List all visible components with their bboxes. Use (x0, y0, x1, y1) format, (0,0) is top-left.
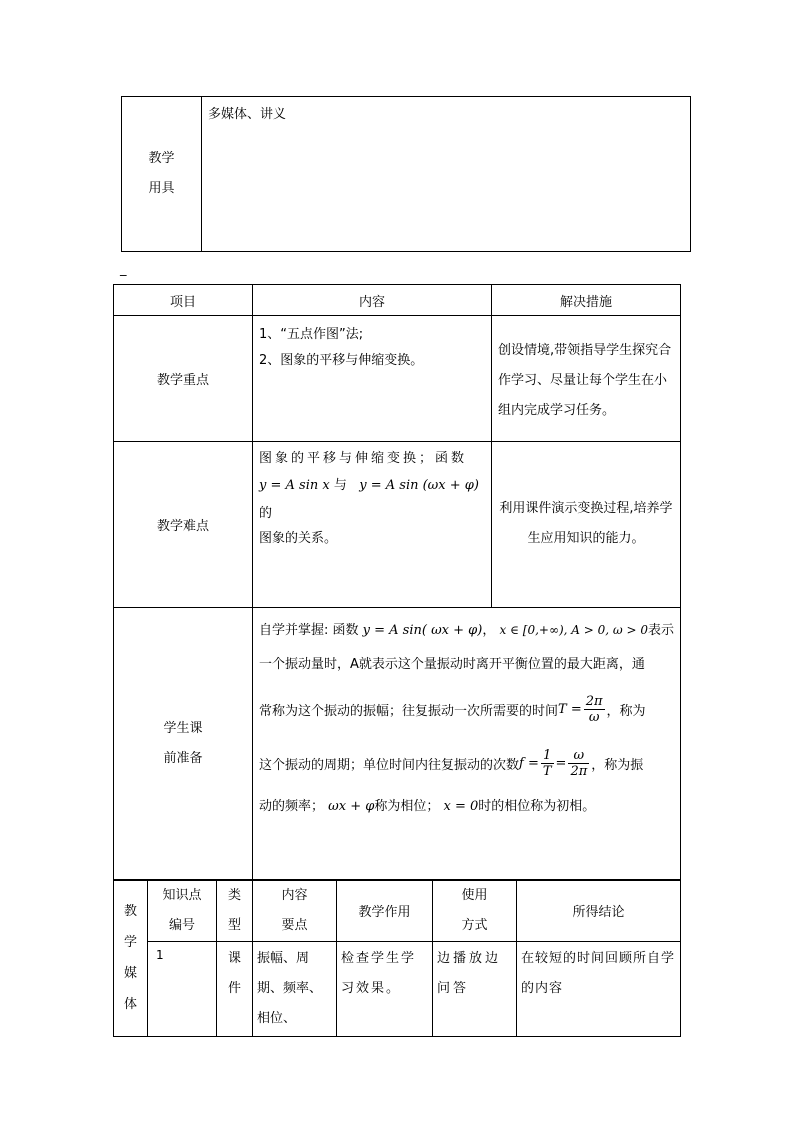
prep-formula-phase: ωx + φ (328, 799, 375, 814)
prep-formula-T: T = (558, 701, 582, 717)
prep-fraction-1-T: $\frac{1}{T}$ (542, 747, 552, 779)
preparation-label (114, 608, 253, 881)
prep-formula-1: y = A sin( ωx + φ) (362, 623, 483, 638)
media-row-role: 检查学生学习效果。 (337, 942, 433, 1037)
media-row-points: 振幅、周期、频率、相位、 (253, 942, 337, 1037)
difficulties-solution-text: 利用课件演示变换过程,培养学生应用知识的能力。 (499, 501, 673, 546)
preparation-label-line1: 学生课 (163, 721, 203, 736)
difficulties-suffix: 的 (259, 506, 273, 521)
prep-line-3: 常称为这个振动的振幅；往复振动一次所需要的时间 T = $\frac{2\pi}{\omega}$ ，称为 (259, 693, 646, 725)
prep-line-1: 自学并掌握: 函数 y = A sin( ωx + φ)， x ∈ [0,+∞), A > 0, ω > 0表示 (259, 623, 675, 638)
key-points-label: 教学重点 (114, 316, 253, 442)
tools-content: 多媒体、讲义 (208, 107, 287, 122)
difficulties-connector: 与 (333, 478, 347, 493)
difficulties-solution (492, 442, 681, 608)
media-row-method: 边播放边问答 (433, 942, 517, 1037)
difficulties-formula-line (259, 472, 485, 528)
media-header-conclusion: 所得结论 (517, 880, 681, 942)
prep-line-2: 一个振动量时，A就表示这个量振动时离开平衡位置的最大距离，通 (259, 657, 645, 672)
difficulties-line3: 图象的关系。 (259, 531, 338, 546)
table-row (114, 942, 681, 1037)
key-points-content (253, 316, 492, 442)
difficulties-intro: 图象的平移与伸缩变换；函数 (259, 451, 468, 466)
media-header-type: 类 型 (217, 880, 253, 942)
tools-table (121, 96, 691, 252)
prep-line-5: 动的频率； ωx + φ称为相位； x = 0时的相位称为初相。 (259, 799, 596, 814)
media-row-conclusion: 在较短的时间回顾所自学的内容 (517, 942, 681, 1037)
tools-label-line2: 用具 (148, 181, 175, 196)
prep-fraction-w-2pi: $\frac{\omega}{2\pi}$ (570, 747, 588, 779)
media-header-number: 知识点 编号 (148, 880, 217, 942)
prep-line-4: 这个振动的周期；单位时间内往复振动的次数 f = $\frac{1}{T}$ = $\frac{\omega}{2\pi}$ ，称为振 (259, 747, 644, 779)
preparation-label-line2: 前准备 (163, 751, 203, 766)
media-header-method: 使用 方式 (433, 880, 517, 942)
difficulties-content (253, 442, 492, 608)
prep-formula-x0: x = 0 (443, 799, 479, 814)
prep-formula-2: x ∈ [0,+∞), A > 0, ω > 0 (499, 623, 649, 637)
formula-y-asin-wx-phi: y = A sin (ωx + φ) (359, 478, 479, 493)
difficulties-label: 教学难点 (114, 442, 253, 608)
media-row-type: 课 件 (217, 942, 253, 1037)
header-solution: 解决措施 (492, 285, 681, 316)
media-side-label: 教 学 媒 体 (114, 880, 148, 1037)
key-points-solution-text: 创设情境,带领指导学生探究合作学习、尽量让每个学生在小组内完成学习任务。 (498, 343, 672, 418)
tools-label-cell (122, 97, 202, 252)
key-points-solution (492, 316, 681, 442)
separator-mark: _ (120, 262, 127, 277)
header-item: 项目 (114, 285, 253, 316)
key-point-1: 1、“五点作图”法; (259, 327, 364, 342)
prep-fraction-period: $\frac{2\pi}{\omega}$ (585, 693, 603, 725)
media-header-points: 内容 要点 (253, 880, 337, 942)
media-header-role: 教学作用 (337, 880, 433, 942)
formula-y-asinx: y = A sin x (259, 478, 330, 493)
preparation-content (253, 608, 681, 881)
tools-label-line1: 教学 (148, 151, 175, 166)
prep-formula-f: f = (519, 755, 539, 771)
key-point-2: 2、图象的平移与伸缩变换。 (259, 353, 424, 368)
header-content: 内容 (253, 285, 492, 316)
media-table (113, 879, 681, 1037)
main-table (113, 284, 681, 881)
tools-content-cell (202, 97, 691, 252)
media-row-number: 1 (148, 942, 217, 1037)
